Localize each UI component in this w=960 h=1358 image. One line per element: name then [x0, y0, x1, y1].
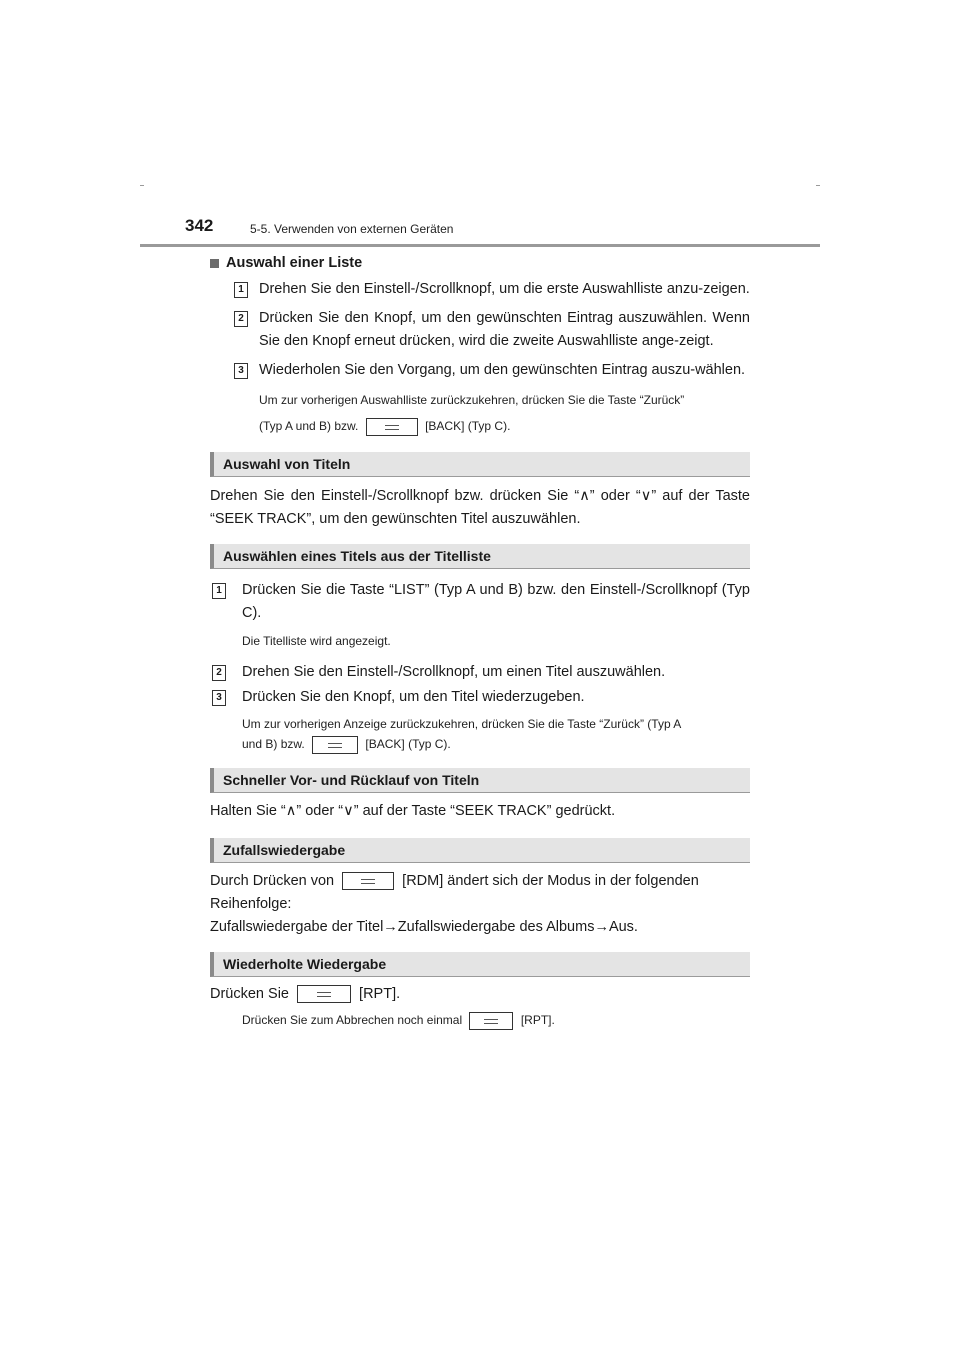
section-bar-random: Zufallswiedergabe — [210, 838, 750, 863]
random-line2: Reihenfolge: — [210, 896, 292, 912]
random-line1-post: [RDM] ändert sich der Modus in der folgenden — [402, 873, 699, 889]
page-number: 342 — [185, 216, 214, 235]
title-list-step-3 — [210, 686, 750, 709]
title-list-step-3-text: Drücken Sie den Knopf, um den Titel wiederzugeben. — [242, 689, 585, 705]
title-list-step-2 — [210, 661, 750, 684]
section-title: 5-5. Verwenden von externen Geräten — [250, 222, 454, 236]
random-line1-pre: Durch Drücken von — [210, 873, 335, 889]
list-note-line1: Um zur vorherigen Auswahlliste zurückzukehren, drücken Sie die Taste “Zurück” — [259, 393, 685, 407]
repeat-note-pre: Drücken Sie zum Abbrechen noch einmal — [242, 1013, 463, 1027]
section-bar-title-list: Auswählen eines Titels aus der Titelliste — [210, 544, 750, 569]
rdm-button-icon — [342, 872, 394, 890]
title-list-step-1-note: Die Titelliste wird angezeigt. — [242, 634, 391, 648]
step-number-badge: 3 — [212, 690, 226, 706]
repeat-line — [210, 983, 750, 1006]
random-line1 — [210, 870, 750, 893]
list-step-1 — [210, 278, 750, 301]
repeat-line-post: [RPT]. — [359, 986, 401, 1002]
title-list-note-post: [BACK] (Typ C). — [365, 737, 451, 751]
list-step-3-text: Wiederholen Sie den Vorgang, um den gewünschten Eintrag auszu-wählen. — [259, 362, 746, 378]
step-number-badge: 1 — [212, 583, 226, 599]
repeat-line-pre: Drücken Sie — [210, 986, 289, 1002]
fast-forward-text: Halten Sie “∧” oder “∨” auf der Taste “SEEK TRACK” gedrückt. — [210, 803, 616, 819]
back-button-icon — [366, 418, 418, 436]
header-rule — [140, 244, 820, 247]
list-step-2 — [210, 307, 750, 353]
section-bar-fast-forward: Schneller Vor- und Rücklauf von Titeln — [210, 768, 750, 793]
title-list-note-pre: und B) bzw. — [242, 737, 305, 751]
step-number-badge: 1 — [234, 282, 248, 298]
page-content — [210, 252, 750, 1030]
title-list-step-2-text: Drehen Sie den Einstell-/Scrollknopf, um einen Titel auszuwählen. — [242, 664, 666, 680]
list-step-2-text: Drücken Sie den Knopf, um den gewünschten Eintrag auszuwählen. Wenn Sie den Knopf erneut drücken, wird die zweite Auswahlliste ange-zeigt. — [259, 310, 750, 349]
repeat-note — [210, 1010, 750, 1030]
list-selection-heading-text: Auswahl einer Liste — [226, 255, 363, 271]
title-list-step-1 — [210, 579, 750, 625]
list-step-1-text: Drehen Sie den Einstell-/Scrollknopf, um die erste Auswahlliste anzu-zeigen. — [259, 281, 750, 297]
list-note-post: [BACK] (Typ C). — [425, 419, 511, 433]
random-line3: Zufallswiedergabe der Titel→Zufallswiedergabe des Albums→Aus. — [210, 919, 638, 935]
title-list-note-line2 — [242, 734, 750, 754]
title-selection-text: Drehen Sie den Einstell-/Scrollknopf bzw. drücken Sie “∧” oder “∨” auf der Taste “SEEK TRACK”, um den gewünschten Titel auszuwählen. — [210, 488, 750, 527]
section-bar-title-selection: Auswahl von Titeln — [210, 452, 750, 477]
list-selection-heading — [210, 252, 750, 275]
crop-mark-left — [140, 185, 144, 186]
section-bar-repeat: Wiederholte Wiedergabe — [210, 952, 750, 977]
repeat-note-post: [RPT]. — [520, 1013, 555, 1027]
title-list-note-line1: Um zur vorherigen Anzeige zurückzukehren, drücken Sie die Taste “Zurück” (Typ A — [242, 717, 682, 731]
rpt-button-icon — [297, 985, 351, 1003]
rpt-button-icon — [469, 1012, 513, 1030]
step-number-badge: 3 — [234, 363, 248, 379]
list-note-line2 — [259, 416, 750, 436]
list-note — [210, 390, 750, 436]
crop-mark-right — [816, 185, 820, 186]
step-number-badge: 2 — [212, 665, 226, 681]
step-number-badge: 2 — [234, 311, 248, 327]
square-bullet-icon — [210, 259, 219, 268]
page-header — [140, 214, 820, 246]
list-note-pre: (Typ A und B) bzw. — [259, 419, 359, 433]
title-list-note — [210, 714, 750, 754]
back-button-icon — [312, 736, 358, 754]
list-step-3 — [210, 359, 750, 382]
title-list-step-1-text: Drücken Sie die Taste “LIST” (Typ A und B) bzw. den Einstell-/Scrollknopf (Typ C). — [242, 582, 750, 621]
